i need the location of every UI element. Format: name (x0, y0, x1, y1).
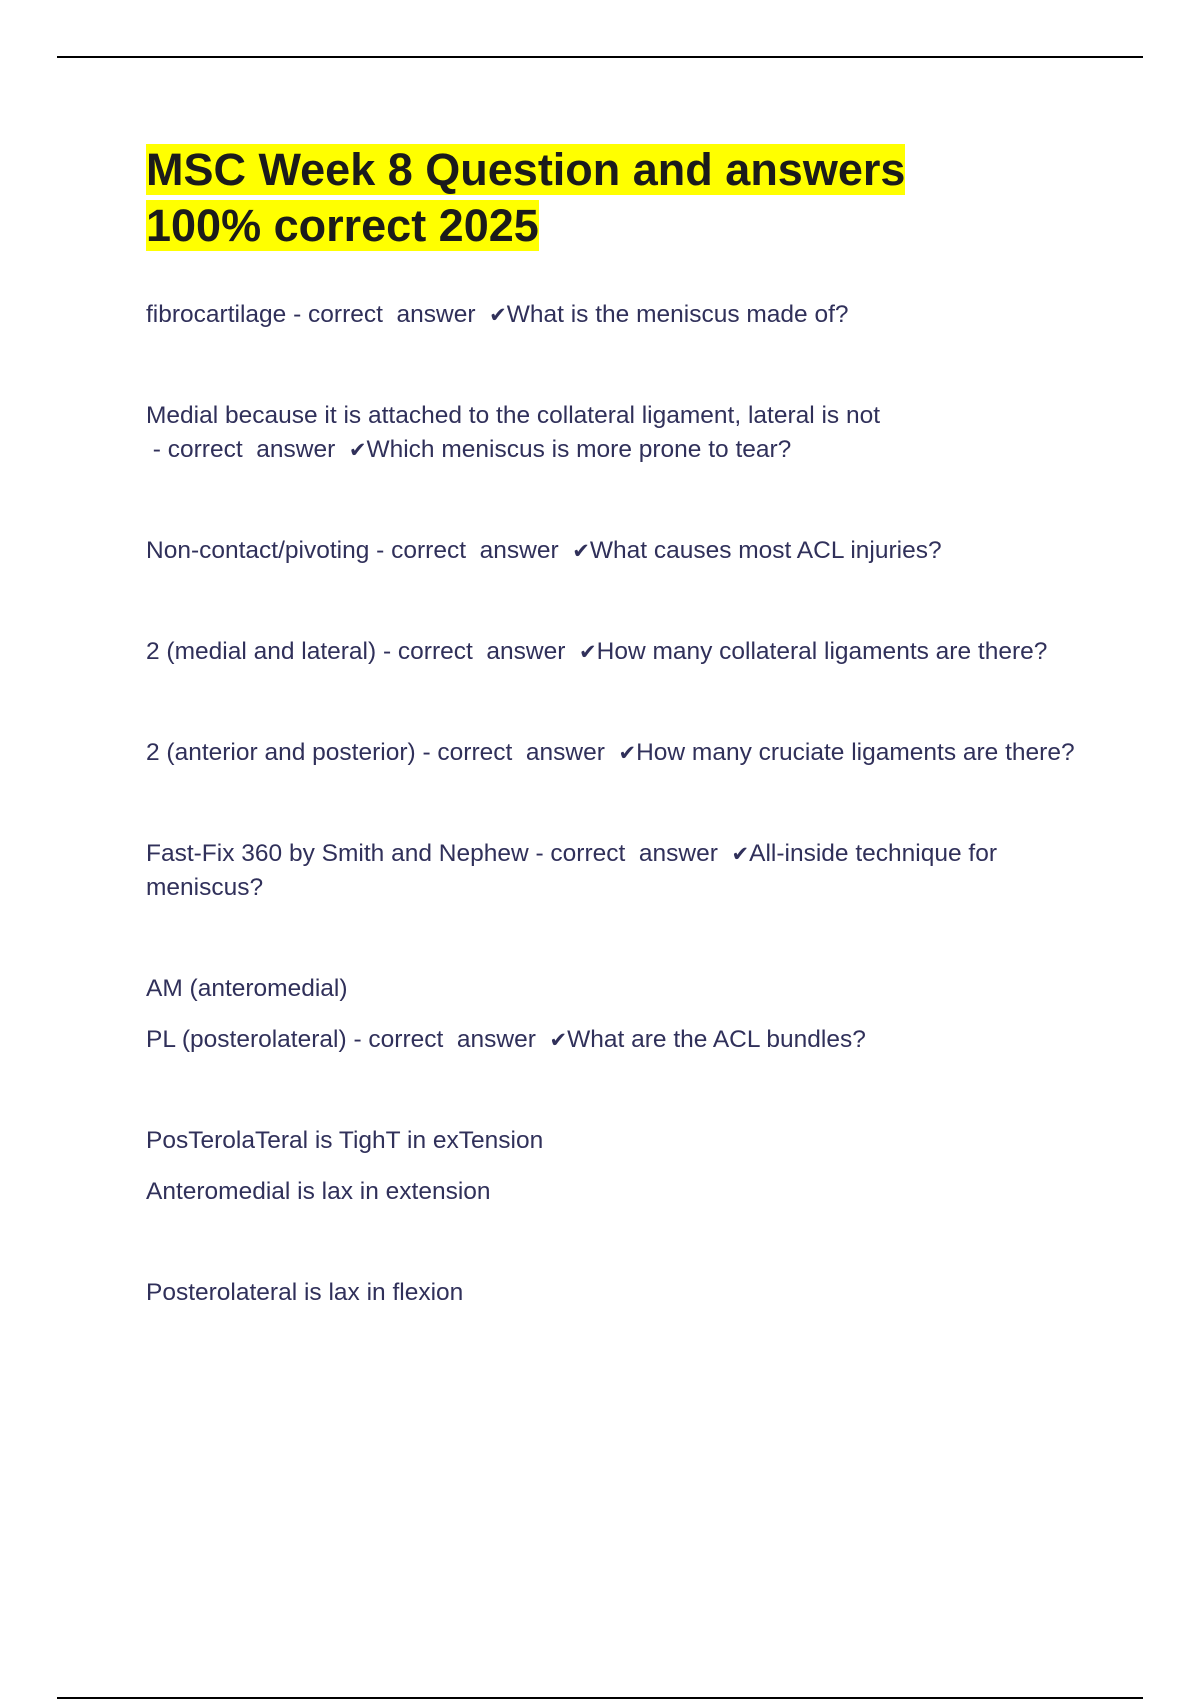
question-text: What are the ACL bundles? (567, 1026, 866, 1053)
qa-text (146, 837, 1086, 905)
checkmark-icon: ✔ (489, 303, 507, 327)
question-text: What causes most ACL injuries? (589, 537, 942, 564)
document-title (146, 142, 1086, 254)
checkmark-icon: ✔ (618, 741, 637, 765)
answer-line: AM (anteromedial) (146, 975, 348, 1002)
notes-block (146, 1276, 1086, 1310)
checkmark-icon: ✔ (731, 842, 750, 866)
checkmark-icon: ✔ (579, 640, 597, 664)
checkmark-icon: ✔ (549, 1028, 568, 1052)
answer-separator: - correct answer (528, 840, 732, 867)
note-line: Posterolateral is lax in flexion (146, 1279, 464, 1306)
footer-rule (57, 1697, 1143, 1699)
title-highlight (146, 144, 905, 251)
qa-item (146, 298, 1086, 332)
document-body (146, 142, 1086, 1310)
qa-text (146, 534, 1086, 568)
answer-text: PL (posterolateral) (146, 1026, 347, 1053)
question-text: What is the meniscus made of? (506, 301, 849, 328)
answer-separator: - correct answer (369, 537, 573, 564)
answer-text: 2 (anterior and posterior) (146, 739, 416, 766)
qa-item (146, 534, 1086, 568)
title-line-1: MSC Week 8 Question and answers (146, 144, 906, 195)
note-line: Anteromedial is lax in extension (146, 1178, 491, 1205)
answer-separator: - correct answer (286, 301, 490, 328)
question-text: How many collateral ligaments are there? (596, 638, 1048, 665)
answer-text: Non-contact/pivoting (146, 537, 370, 564)
answer-separator: - correct answer (376, 638, 580, 665)
answer-text: 2 (medial and lateral) (146, 638, 377, 665)
qa-item (146, 972, 1086, 1057)
qa-text (146, 399, 1086, 467)
answer-text: fibrocartilage (146, 301, 287, 328)
answer-text: Medial because it is attached to the collateral ligament, lateral is not (146, 402, 881, 429)
answer-text: Fast-Fix 360 by Smith and Nephew (146, 840, 529, 867)
question-text: How many cruciate ligaments are there? (636, 739, 1075, 766)
qa-item (146, 635, 1086, 669)
qa-list (146, 298, 1086, 1310)
note-line: PosTerolaTeral is TighT in exTension (146, 1127, 544, 1154)
qa-item (146, 736, 1086, 770)
qa-text (146, 635, 1086, 669)
question-text: All-inside technique for meniscus? (146, 840, 997, 901)
checkmark-icon: ✔ (572, 539, 590, 563)
title-line-2: 100% correct 2025 (146, 200, 539, 251)
answer-separator: - correct answer (346, 1026, 550, 1053)
qa-text (146, 1023, 1086, 1057)
notes-block (146, 1124, 1086, 1209)
qa-item (146, 837, 1086, 905)
answer-separator: - correct answer (146, 436, 349, 463)
question-text: Which meniscus is more prone to tear? (366, 436, 792, 463)
qa-text (146, 736, 1086, 770)
qa-item (146, 399, 1086, 467)
checkmark-icon: ✔ (348, 438, 367, 462)
header-rule (57, 56, 1143, 58)
qa-text (146, 298, 1086, 332)
answer-separator: - correct answer (415, 739, 619, 766)
